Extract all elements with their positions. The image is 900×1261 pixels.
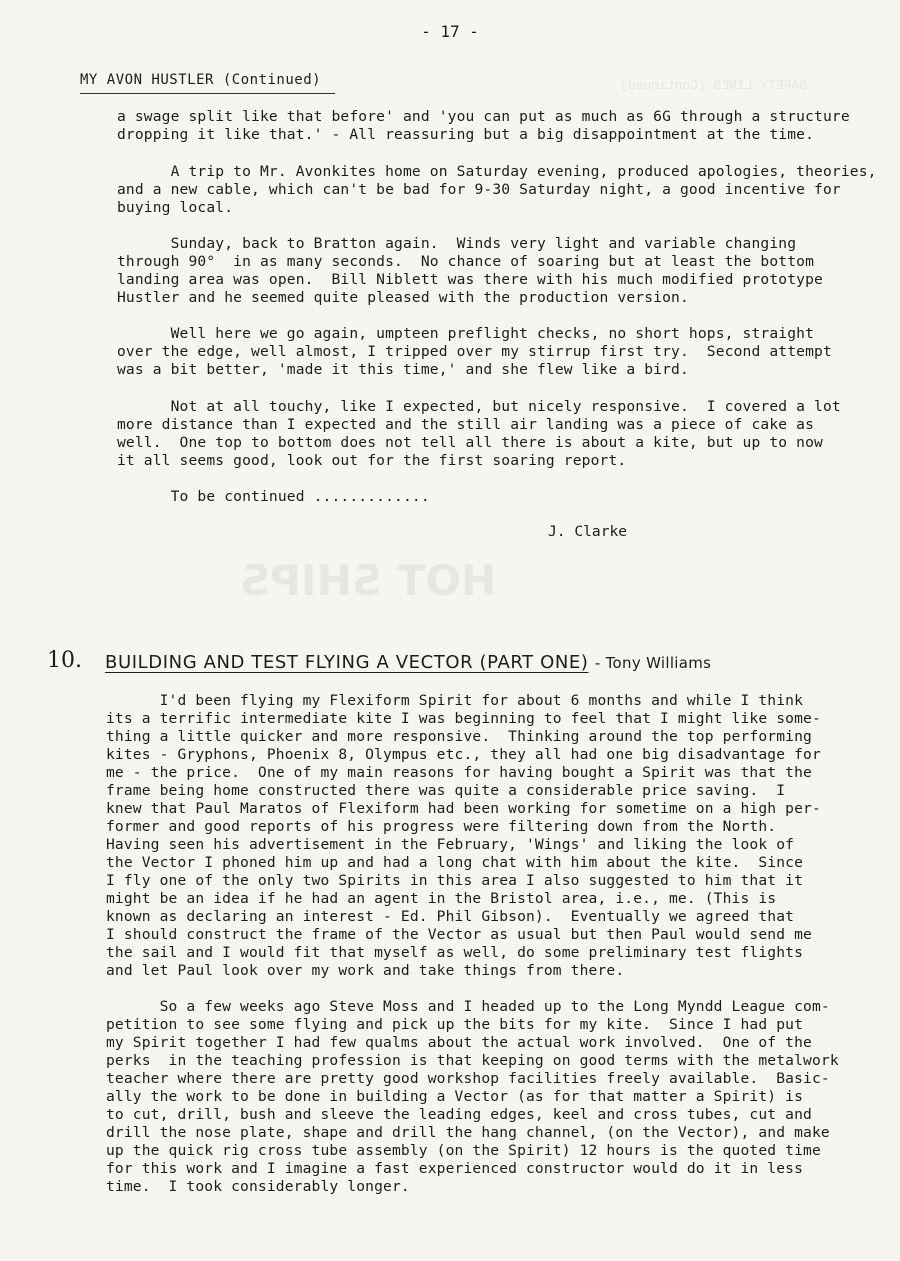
to-be-continued: To be continued ............. (117, 488, 430, 505)
paragraph: I'd been flying my Flexiform Spirit for about 6 months and while I think its a terrific intermediate kite I was beginning to feel that I might like some- thing a little quicker and more responsive. Thinking around the top performing kites - Gryphons, Phoenix 8, Olympus etc., they all had one big disadvantage for me - the price. One of my main reasons for having bought a Spirit was that the frame being home constructed there was quite a considerable price saving. I knew that Paul Maratos of Flexiform had been working for sometime on a high per- former and good reports of his progress were filtering down from the North. Having seen his advertisement in the February, 'Wings' and liking the look of the Vector I phoned him up and had a long chat with him about the kite. Since I fly one of the only two Spirits in this area I also suggested to him that it might be an idea if he had an agent in the Bristol area, i.e., me. (This is known as declaring an interest - Ed. Phil Gibson). Eventually we agreed that I should construct the frame of the Vector as usual but then Paul would send me the sail and I would fit that myself as well, do some preliminary test flights and let Paul look over my work and take things from there. (106, 692, 821, 979)
running-head: MY AVON HUSTLER (Continued) (80, 72, 322, 88)
paragraph: a swage split like that before' and 'you can put as much as 6G through a structure dropping it like that.' - All reassuring but a big disappointment at the time. (117, 108, 850, 143)
bleed-through-heading: HOT SHIPS (240, 556, 497, 605)
paragraph: Well here we go again, umpteen preflight checks, no short hops, straight over the edge, well almost, I tripped over my stirrup first try. Second attempt was a bit better, 'made it this time,' and she flew like a bird. (117, 325, 832, 378)
author-signature: J. Clarke (548, 523, 628, 540)
page-number: - 17 - (421, 22, 479, 41)
article-author: - Tony Williams (594, 654, 712, 672)
section-heading (105, 652, 711, 673)
running-head-underline (80, 93, 335, 94)
paragraph: Not at all touchy, like I expected, but nicely responsive. I covered a lot more distance than I expected and the still air landing was a piece of cake as well. One top to bottom does not tell all there is about a kite, but up to now it all seems good, look out for the first soaring report. (117, 398, 841, 469)
article-title: BUILDING AND TEST FLYING A VECTOR (PART ONE) (105, 652, 589, 673)
section-number: 10. (47, 648, 82, 673)
bleed-through-text: SAFETY LINES (Continued) (620, 78, 808, 93)
paragraph: So a few weeks ago Steve Moss and I headed up to the Long Myndd League com- petition to see some flying and pick up the bits for my kite. Since I had put my Spirit together I had few qualms about the actual work involved. One of the perks in the teaching profession is that keeping on good terms with the metalwork teacher where there are pretty good workshop facilities freely available. Basic- ally the work to be done in building a Vector (as for that matter a Spirit) is to cut, drill, bush and sleeve the leading edges, keel and cross tubes, cut and drill the nose plate, shape and drill the hang channel, (on the Vector), and make up the quick rig cross tube assembly (on the Spirit) 12 hours is the quoted time for this work and I imagine a fast experienced constructor would do it in less time. I took considerably longer. (106, 998, 839, 1195)
paragraph: Sunday, back to Bratton again. Winds very light and variable changing through 90° in as many seconds. No chance of soaring but at least the bottom landing area was open. Bill Niblett was there with his much modified prototype Hustler and he seemed quite pleased with the production version. (117, 235, 823, 306)
paragraph: A trip to Mr. Avonkites home on Saturday evening, produced apologies, theories, and a new cable, which can't be bad for 9-30 Saturday night, a good incentive for buying local. (117, 163, 877, 216)
